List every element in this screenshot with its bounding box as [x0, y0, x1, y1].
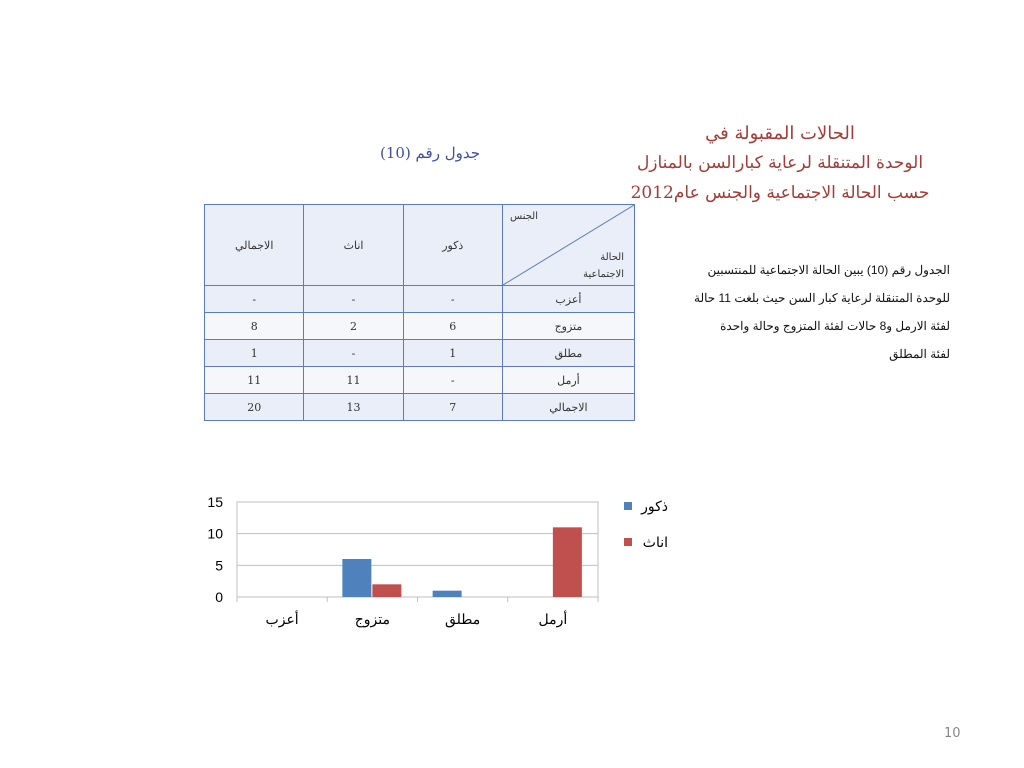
header-gender-label: الجنس — [509, 211, 538, 222]
y-tick-label: 0 — [215, 589, 223, 605]
cell-total: - — [205, 286, 304, 313]
table-row — [205, 286, 635, 313]
x-tick-label: أعزب — [265, 612, 299, 628]
cell-total: 11 — [205, 367, 304, 394]
bar — [433, 591, 462, 597]
marital-status-table — [204, 204, 635, 421]
header-status-label-2: الاجتماعية — [583, 269, 624, 280]
cell-total: 8 — [205, 313, 304, 340]
x-tick-label: مطلق — [444, 612, 481, 628]
title-line-2: الوحدة المتنقلة لرعاية كبارالسن بالمنازل — [636, 153, 924, 173]
y-tick-label: 15 — [207, 494, 223, 510]
header-total: الاجمالي — [205, 205, 304, 286]
title-line-3: حسب الحالة الاجتماعية والجنس عام2012 — [630, 183, 930, 203]
cell-females: 13 — [304, 394, 403, 421]
cell-total: 1 — [205, 340, 304, 367]
cell-females: 11 — [304, 367, 403, 394]
legend-label: ذكور — [641, 499, 668, 515]
table-caption: جدول رقم (10) — [379, 144, 481, 162]
page-number: 10 — [944, 726, 961, 741]
cell-status: مطلق — [502, 340, 634, 367]
bar-chart — [190, 488, 690, 638]
plot-area — [237, 502, 598, 597]
table-header-row — [205, 205, 635, 286]
cell-total: 20 — [205, 394, 304, 421]
cell-status: أرمل — [502, 367, 634, 394]
slide-title — [580, 120, 980, 208]
title-line-1: الحالات المقبولة في — [705, 123, 855, 144]
description-paragraph — [650, 256, 950, 368]
y-tick-label: 5 — [215, 557, 223, 574]
cell-males: 1 — [403, 340, 502, 367]
bar — [553, 527, 582, 597]
cell-males: - — [403, 367, 502, 394]
description-line-4: لفئة المطلق — [889, 347, 950, 361]
cell-status: متزوج — [502, 313, 634, 340]
cell-females: - — [304, 340, 403, 367]
cell-males: 7 — [403, 394, 502, 421]
bar — [372, 584, 401, 597]
y-tick-label: 10 — [207, 525, 223, 542]
cell-males: - — [403, 286, 502, 313]
table-row — [205, 313, 635, 340]
header-diagonal-cell — [502, 205, 634, 286]
cell-status: الاجمالي — [502, 394, 634, 421]
table-row — [205, 367, 635, 394]
description-line-3: لفئة الارمل و8 حالات لفئة المتزوج وحالة واحدة — [720, 319, 950, 333]
table-row-total — [205, 394, 635, 421]
bar-chart-svg — [190, 488, 690, 638]
description-line-1: الجدول رقم (10) يبين الحالة الاجتماعية للمنتسبين — [707, 263, 950, 277]
legend-swatch — [624, 538, 632, 546]
header-status-label-1: الحالة — [600, 252, 624, 263]
cell-females: 2 — [304, 313, 403, 340]
x-tick-label: أرمل — [538, 612, 568, 628]
bar — [342, 559, 371, 597]
cell-status: أعزب — [502, 286, 634, 313]
cell-females: - — [304, 286, 403, 313]
description-line-2: للوحدة المتنقلة لرعاية كبار السن حيث بلغت 11 حالة — [694, 291, 950, 305]
legend-label: اناث — [642, 535, 668, 551]
legend-swatch — [624, 502, 632, 510]
header-status-label — [583, 249, 624, 283]
table-row — [205, 340, 635, 367]
header-females: اناث — [304, 205, 403, 286]
cell-males: 6 — [403, 313, 502, 340]
header-males: ذكور — [403, 205, 502, 286]
x-tick-label: متزوج — [354, 612, 390, 628]
